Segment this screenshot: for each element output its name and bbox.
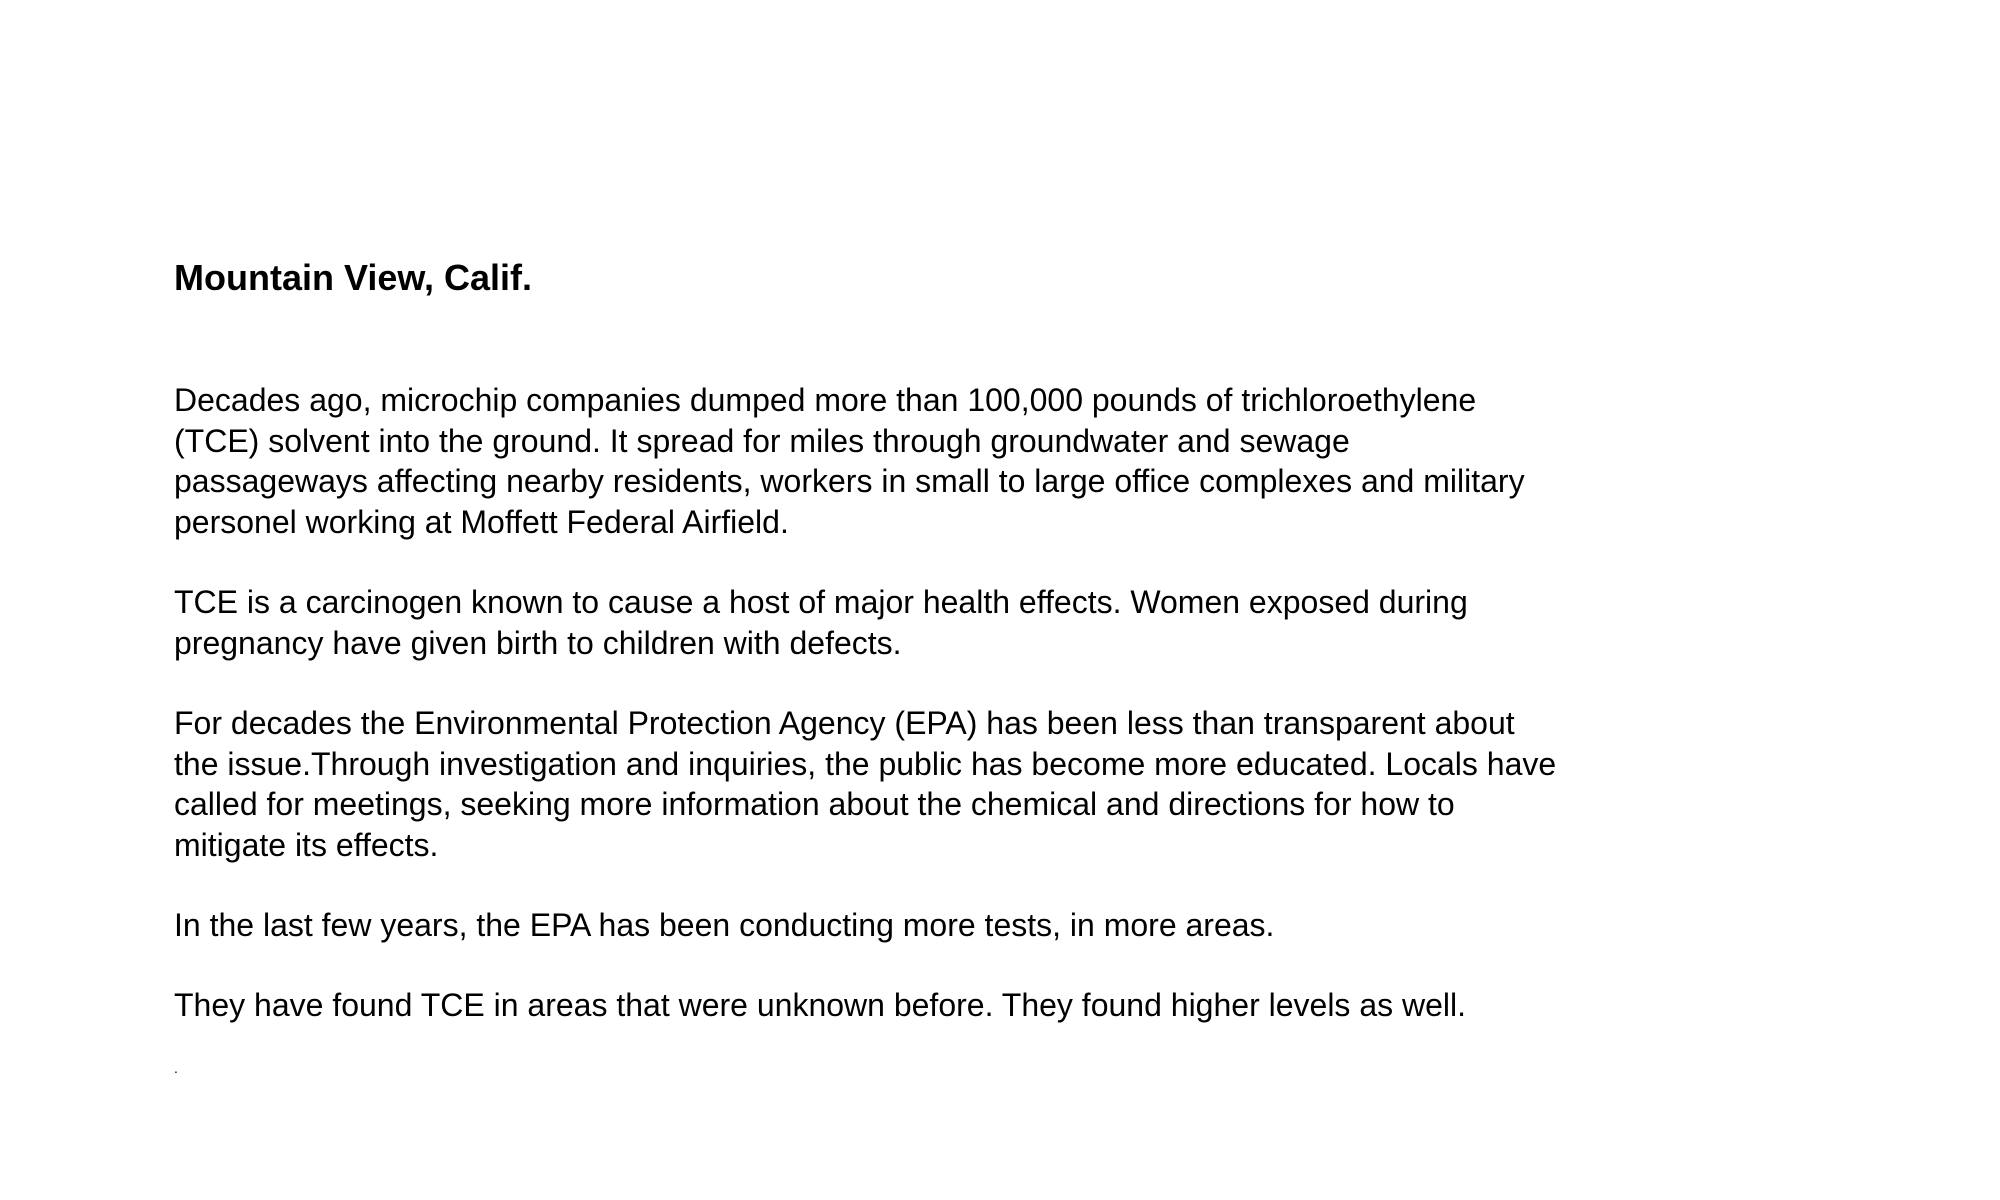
- paragraph-health-effects: TCE is a carcinogen known to cause a host of major health effects. Women exposed during pregnancy have given birth to children with defects.: [174, 584, 1468, 661]
- document-page: [174, 0, 1674, 1200]
- paragraph-epa-transparency: For decades the Environmental Protection Agency (EPA) has been less than transparent about the issue.Through investigation and inquiries, the public has become more educated. Locals have called for meetings, seeking more information about the chemical and directions for how to mitigate its effects.: [174, 705, 1557, 863]
- trailing-mark: .: [174, 1060, 178, 1076]
- paragraph-findings: They have found TCE in areas that were unknown before. They found higher levels as well.: [174, 987, 1467, 1023]
- paragraph-epa-tests: In the last few years, the EPA has been conducting more tests, in more areas.: [174, 907, 1275, 943]
- paragraph-contamination: Decades ago, microchip companies dumped more than 100,000 pounds of trichloroethylene (TCE) solvent into the ground. It spread for miles through groundwater and sewage passageways affecting nearby residents, workers in small to large office complexes and military personel working at Moffett Federal Airfield.: [174, 382, 1525, 540]
- document-title: Mountain View, Calif.: [174, 257, 533, 298]
